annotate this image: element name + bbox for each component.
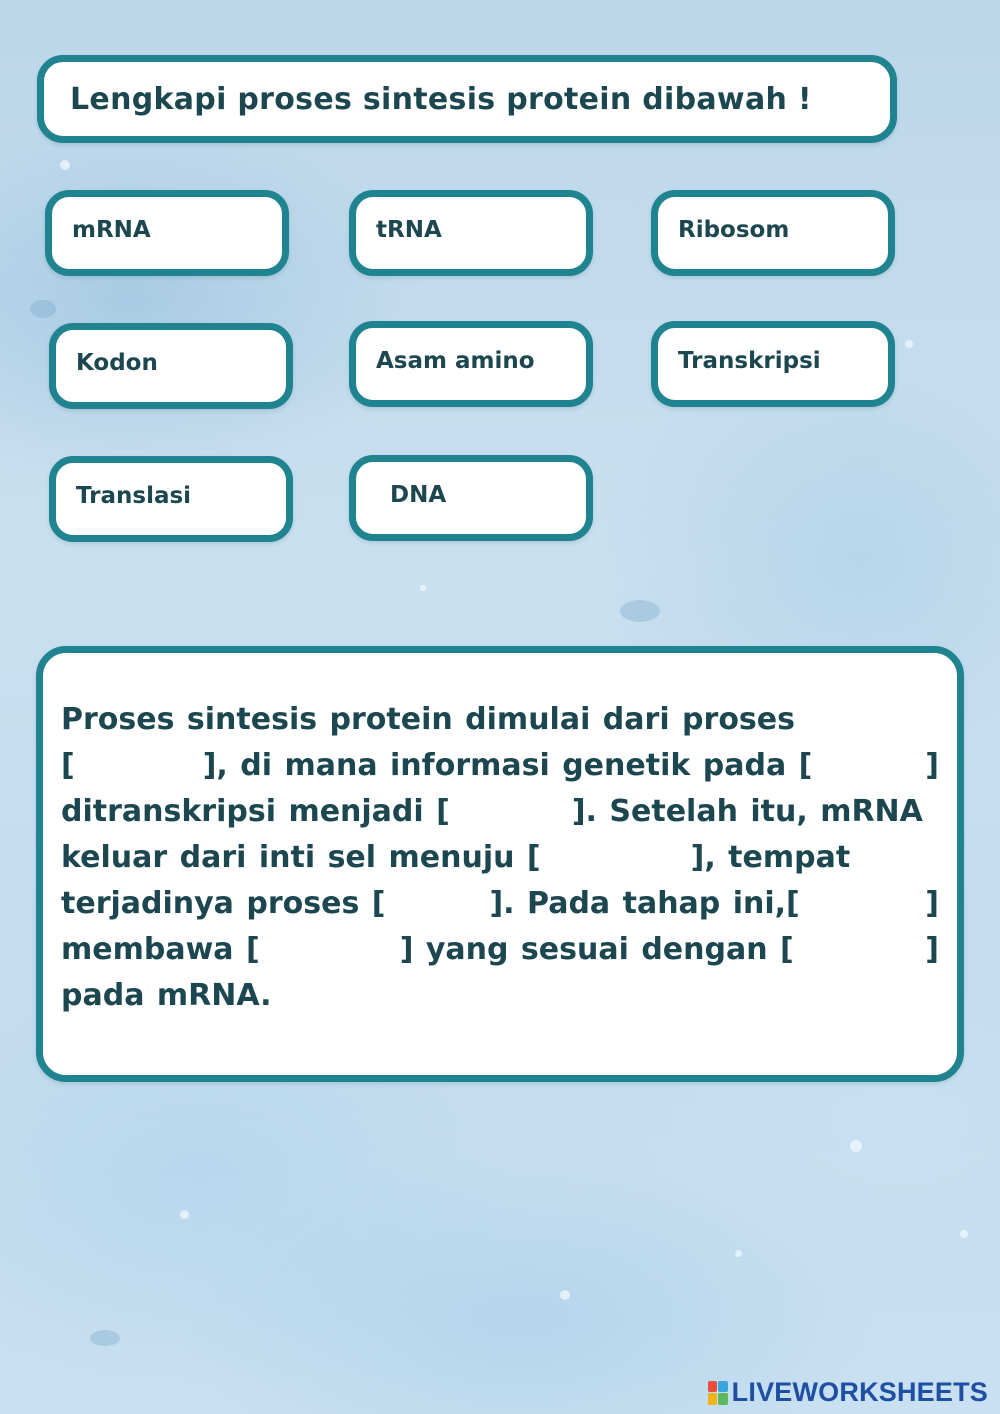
word-tile-label: Translasi [76, 483, 192, 509]
decor-speck [420, 585, 426, 591]
passage-card [36, 646, 964, 1082]
passage-text-segment: keluar dari inti sel menuju [ ], tempat [61, 840, 851, 875]
passage-line [61, 881, 939, 927]
decor-speck [960, 1230, 968, 1238]
word-tile-translasi[interactable] [49, 456, 293, 542]
passage-line [61, 973, 939, 1019]
passage-line [61, 743, 939, 789]
logo-square [708, 1381, 718, 1393]
passage-line [61, 835, 939, 881]
logo-square [708, 1393, 718, 1405]
word-tile-ribosom[interactable] [651, 190, 895, 276]
word-tile-label: DNA [390, 482, 447, 508]
word-tile-label: Kodon [76, 350, 158, 376]
word-tile-label: Asam amino [376, 348, 535, 374]
logo-square [718, 1381, 728, 1393]
word-tile-trna[interactable] [349, 190, 593, 276]
decor-speck [850, 1140, 862, 1152]
decor-speck [60, 160, 70, 170]
word-tile-label: mRNA [72, 217, 151, 243]
decor-speck [180, 1210, 189, 1219]
answer-blank-6[interactable] [833, 881, 893, 927]
word-tile-dna[interactable] [349, 455, 593, 541]
passage-text-segment: Proses sintesis protein dimulai dari proses [61, 702, 795, 737]
answer-blank-8[interactable] [830, 927, 890, 973]
brand-name: LIVEWORKSHEETS [731, 1377, 988, 1407]
decor-speck [620, 600, 660, 622]
word-tile-label: tRNA [376, 217, 442, 243]
word-tile-mrna[interactable] [45, 190, 289, 276]
passage-text-segment: ] [925, 748, 939, 783]
instruction-card [37, 55, 897, 143]
word-tile-label: Ribosom [678, 217, 790, 243]
passage-text-segment: terjadinya proses [ ]. Pada tahap ini,[ [61, 886, 800, 921]
word-tile-asam-amino[interactable] [349, 321, 593, 407]
decor-speck [735, 1250, 742, 1257]
logo-square [718, 1393, 728, 1405]
word-tile-kodon[interactable] [49, 323, 293, 409]
decor-speck [560, 1290, 570, 1300]
answer-blank-2[interactable] [829, 743, 909, 789]
word-tile-label: Transkripsi [678, 348, 821, 374]
brand-watermark [708, 1377, 988, 1408]
passage-text-segment: ditranskripsi menjadi [ ]. Setelah itu, mRNA [61, 794, 923, 829]
passage-text [61, 697, 939, 1019]
passage-line [61, 927, 939, 973]
liveworksheets-logo-icon [708, 1381, 728, 1405]
passage-text-segment: membawa [ ] yang sesuai dengan [ [61, 932, 794, 967]
passage-text-segment: ] [925, 886, 939, 921]
passage-text-segment: [ ], di mana informasi genetik pada [ [61, 748, 813, 783]
passage-text-segment: pada mRNA. [61, 978, 272, 1013]
passage-line [61, 789, 939, 835]
word-tile-transkripsi[interactable] [651, 321, 895, 407]
instruction-title: Lengkapi proses sintesis protein dibawah ! [70, 81, 812, 117]
passage-text-segment: ] [925, 932, 939, 967]
decor-speck [90, 1330, 120, 1346]
passage-line [61, 697, 939, 743]
decor-speck [905, 340, 913, 348]
decor-speck [30, 300, 56, 318]
